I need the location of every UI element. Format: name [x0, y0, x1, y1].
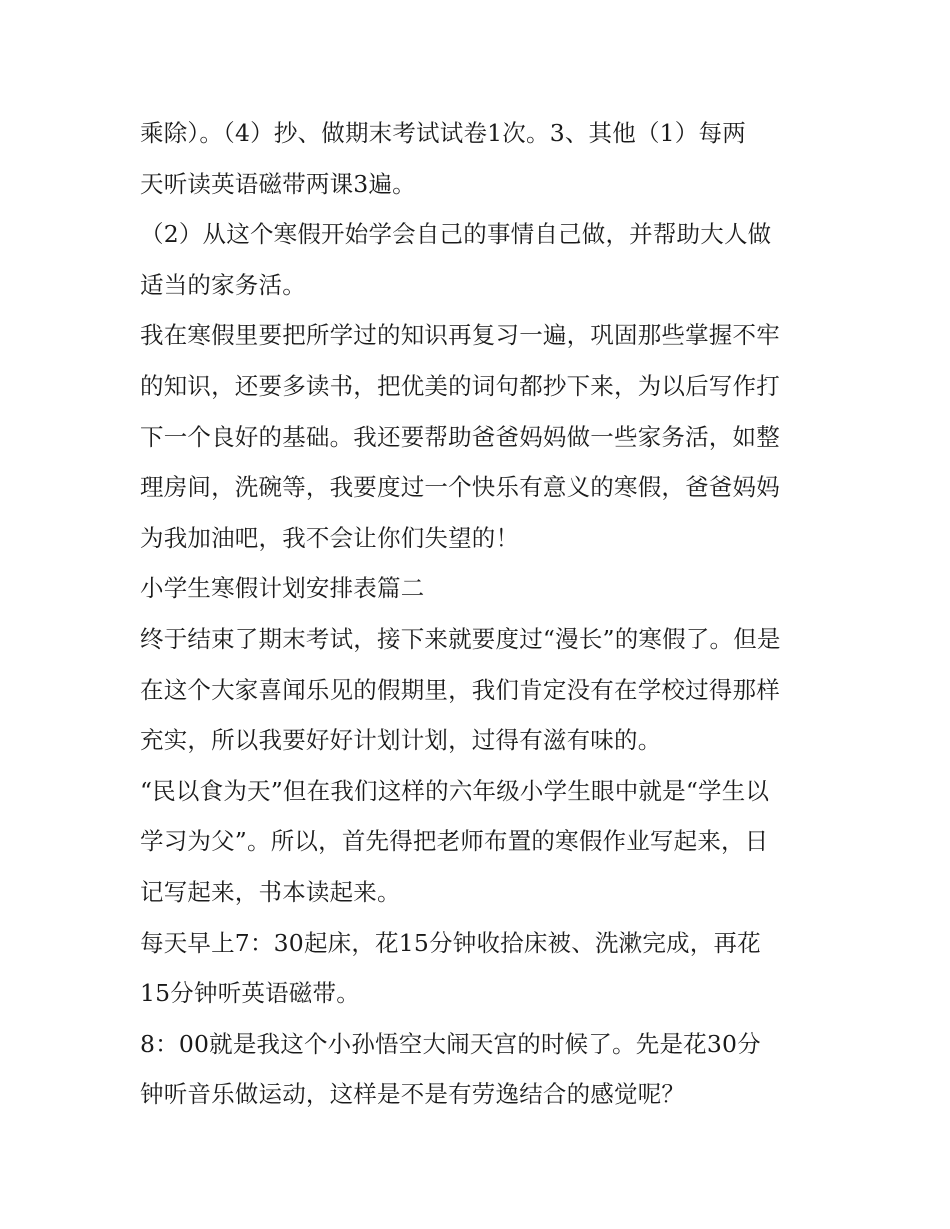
text-line: 的知识，还要多读书，把优美的词句都抄下来，为以后写作打: [140, 371, 780, 400]
text-line: 我在寒假里要把所学过的知识再复习一遍，巩固那些掌握不牢: [140, 321, 780, 350]
text-line: 终于结束了期末考试，接下来就要度过“漫长”的寒假了。但是: [140, 624, 781, 653]
text-line: 每天早上7：30起床，花15分钟收拾床被、洗漱完成，再花: [140, 928, 761, 957]
text-line: 理房间，洗碗等，我要度过一个快乐有意义的寒假，爸爸妈妈: [140, 473, 780, 502]
text-line: 适当的家务活。: [140, 270, 306, 299]
text-line: 钟听音乐做运动，这样是不是有劳逸结合的感觉呢？: [140, 1080, 686, 1109]
text-line: 8：00就是我这个小孙悟空大闹天宫的时候了。先是花30分: [140, 1029, 761, 1058]
text-line: “民以食为天”但在我们这样的六年级小学生眼中就是“学生以: [140, 776, 770, 805]
text-line: 在这个大家喜闻乐见的假期里，我们肯定没有在学校过得那样: [140, 675, 780, 704]
text-line: 乘除）。（4）抄、做期末考试试卷1次。3、其他（1）每两: [140, 119, 746, 147]
text-line: 下一个良好的基础。我还要帮助爸爸妈妈做一些家务活，如整: [140, 422, 780, 451]
text-line: （2）从这个寒假开始学会自己的事情自己做，并帮助大人做: [140, 220, 772, 249]
text-line: 充实，所以我要好好计划计划，过得有滋有味的。: [140, 726, 662, 755]
document-body: [140, 108, 820, 1120]
text-line: 记写起来，书本读起来。: [140, 877, 401, 906]
text-line: 学习为父”。所以，首先得把老师布置的寒假作业写起来，日: [140, 827, 769, 856]
text-line: 15分钟听英语磁带。: [140, 979, 360, 1008]
text-line: 天听读英语磁带两课3遍。: [140, 169, 416, 198]
text-line: 为我加油吧，我不会让你们失望的！: [140, 523, 520, 552]
section-heading: 小学生寒假计划安排表篇二: [140, 574, 425, 603]
